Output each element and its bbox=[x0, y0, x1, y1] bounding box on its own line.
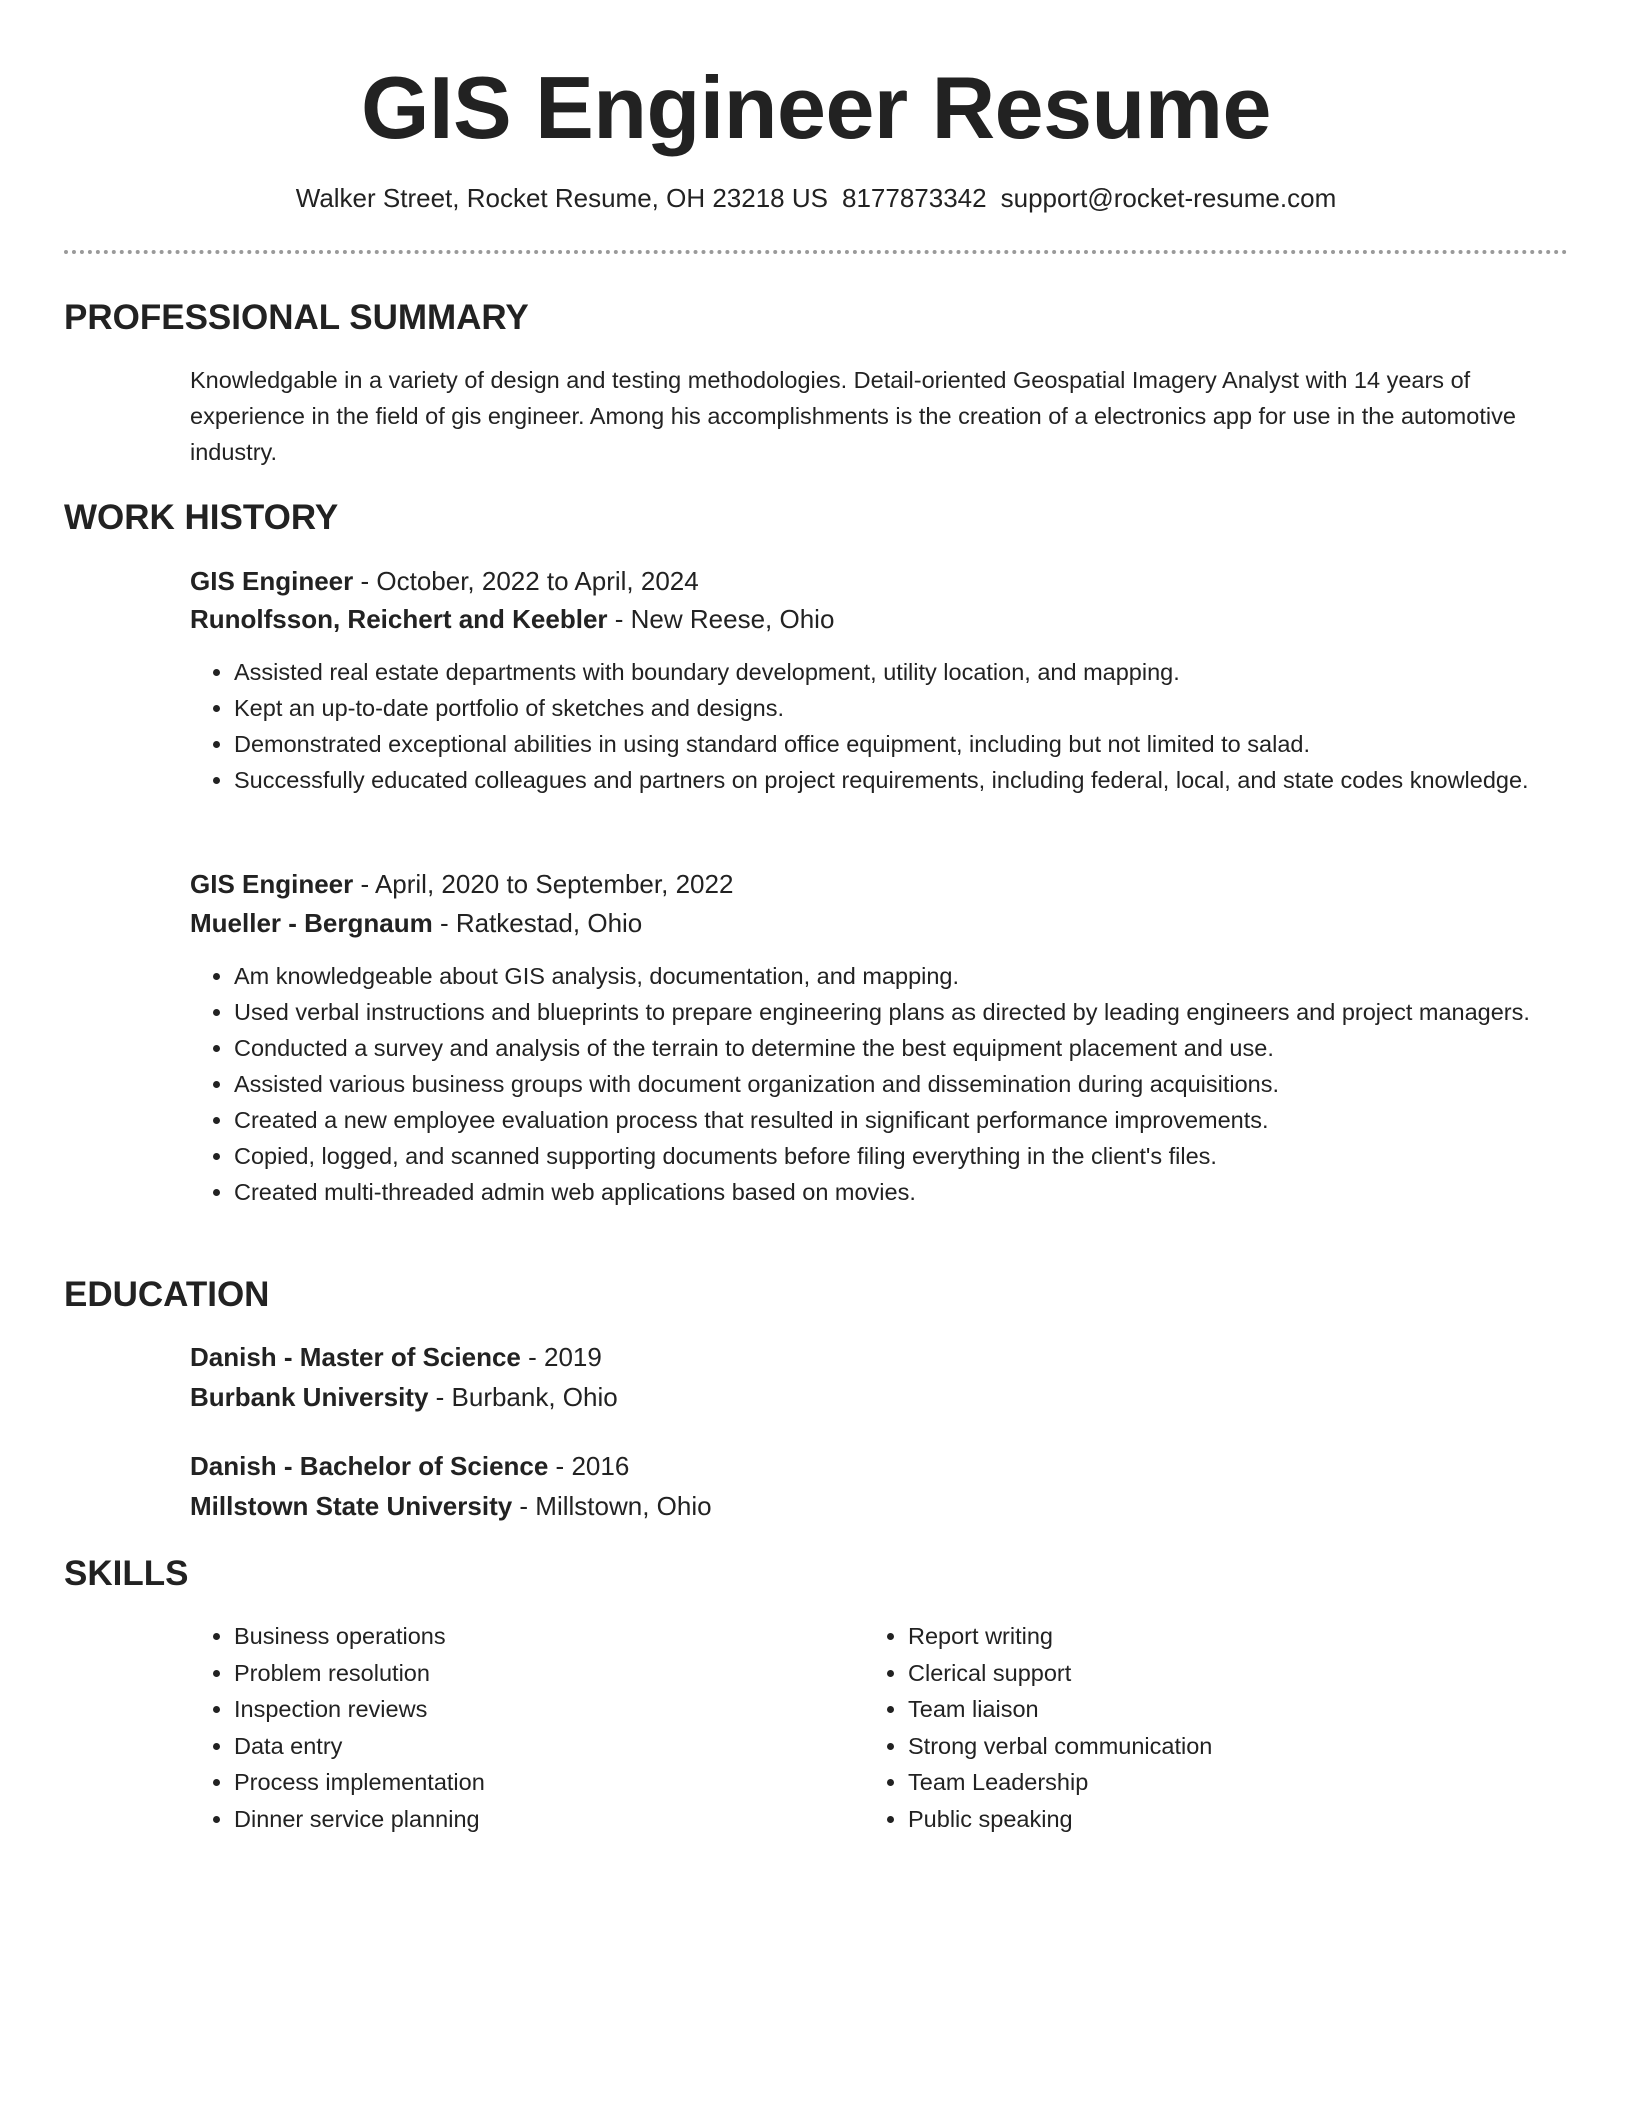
job-2-company: Mueller - Bergnaum bbox=[190, 908, 433, 938]
list-item: • Demonstrated exceptional abilities in using standard office equipment, including but not limited to salad. bbox=[234, 726, 1534, 762]
job-2-role: GIS Engineer bbox=[190, 869, 354, 899]
edu-1-degree: Danish - Master of Science bbox=[190, 1342, 521, 1372]
list-item: • Assisted various business groups with document organization and dissemination during acquisitions. bbox=[234, 1066, 1534, 1102]
edu-2-location: Millstown, Ohio bbox=[535, 1491, 712, 1521]
resume-title: GIS Engineer Resume bbox=[361, 58, 1271, 157]
list-item: • Kept an up-to-date portfolio of sketches and designs. bbox=[234, 690, 1534, 726]
list-item: • Am knowledgeable about GIS analysis, documentation, and mapping. bbox=[234, 958, 1534, 994]
skill-item: • Public speaking bbox=[908, 1801, 1508, 1838]
skill-item: • Inspection reviews bbox=[234, 1691, 834, 1728]
skill-item: • Dinner service planning bbox=[234, 1801, 834, 1838]
skill-item: • Problem resolution bbox=[234, 1655, 834, 1692]
skill-item: • Team Leadership bbox=[908, 1764, 1508, 1801]
skills-heading: SKILLS bbox=[64, 1554, 189, 1593]
edu-2-school-line: Millstown State University - Millstown, Ohio bbox=[190, 1491, 712, 1521]
skill-item: • Team liaison bbox=[908, 1691, 1508, 1728]
edu-2-degree-line: Danish - Bachelor of Science - 2016 bbox=[190, 1451, 630, 1481]
skill-item: • Report writing bbox=[908, 1618, 1508, 1655]
edu-1-school-line: Burbank University - Burbank, Ohio bbox=[190, 1382, 618, 1412]
list-item: • Conducted a survey and analysis of the terrain to determine the best equipment placement and use. bbox=[234, 1030, 1534, 1066]
skill-item: • Clerical support bbox=[908, 1655, 1508, 1692]
edu-1-location: Burbank, Ohio bbox=[451, 1382, 618, 1412]
education-heading: EDUCATION bbox=[64, 1275, 270, 1314]
job-1-role: GIS Engineer bbox=[190, 566, 354, 596]
edu-2-degree: Danish - Bachelor of Science bbox=[190, 1451, 549, 1481]
skills-right-column bbox=[864, 1618, 1508, 1837]
job-2-location: Ratkestad, Ohio bbox=[455, 908, 643, 938]
list-item: • Copied, logged, and scanned supporting documents before filing everything in the client's files. bbox=[234, 1138, 1534, 1174]
skill-item: • Strong verbal communication bbox=[908, 1728, 1508, 1765]
contact-phone: 8177873342 bbox=[842, 183, 987, 213]
job-1-company-line: Runolfsson, Reichert and Keebler - New Reese, Ohio bbox=[190, 604, 835, 634]
job-1-location: New Reese, Ohio bbox=[630, 604, 835, 634]
skill-item: • Business operations bbox=[234, 1618, 834, 1655]
job-1-bullets bbox=[190, 654, 1534, 798]
job-1-title-line: GIS Engineer - October, 2022 to April, 2024 bbox=[190, 566, 699, 596]
edu-1-degree-line: Danish - Master of Science - 2019 bbox=[190, 1342, 602, 1372]
list-item: • Successfully educated colleagues and partners on project requirements, including federal, local, and state codes knowledge. bbox=[234, 762, 1534, 798]
edu-2-year: 2016 bbox=[571, 1451, 630, 1481]
list-item: • Created a new employee evaluation process that resulted in significant performance improvements. bbox=[234, 1102, 1534, 1138]
edu-1-year: 2019 bbox=[544, 1342, 602, 1372]
skill-item: • Process implementation bbox=[234, 1764, 834, 1801]
skills-left-column bbox=[190, 1618, 834, 1837]
job-2-title-line: GIS Engineer - April, 2020 to September, 2022 bbox=[190, 869, 734, 899]
list-item: • Assisted real estate departments with boundary development, utility location, and mapping. bbox=[234, 654, 1534, 690]
contact-email[interactable]: support@rocket-resume.com bbox=[1000, 183, 1337, 213]
list-item: • Used verbal instructions and blueprints to prepare engineering plans as directed by leading engineers and project managers. bbox=[234, 994, 1534, 1030]
summary-heading: PROFESSIONAL SUMMARY bbox=[64, 298, 529, 337]
summary-text: Knowledgable in a variety of design and testing methodologies. Detail-oriented Geospatial Imagery Analyst with 14 years of experience in the field of gis engineer. Among his accomplishments is the creation of a electronics app for use in the automotive industry. bbox=[190, 367, 1516, 465]
job-2-dates: April, 2020 to September, 2022 bbox=[374, 869, 734, 899]
job-1-company: Runolfsson, Reichert and Keebler bbox=[190, 604, 608, 634]
job-2-bullets bbox=[190, 958, 1534, 1210]
edu-1-school: Burbank University bbox=[190, 1382, 429, 1412]
work-history-heading: WORK HISTORY bbox=[64, 498, 339, 537]
skill-item: • Data entry bbox=[234, 1728, 834, 1765]
edu-2-school: Millstown State University bbox=[190, 1491, 513, 1521]
contact-address: Walker Street, Rocket Resume, OH 23218 US bbox=[295, 183, 828, 213]
list-item: • Created multi-threaded admin web applications based on movies. bbox=[234, 1174, 1534, 1210]
job-2-company-line: Mueller - Bergnaum - Ratkestad, Ohio bbox=[190, 908, 643, 938]
job-1-dates: October, 2022 to April, 2024 bbox=[376, 566, 699, 596]
header-divider bbox=[64, 250, 1568, 254]
contact-line bbox=[0, 181, 1632, 215]
